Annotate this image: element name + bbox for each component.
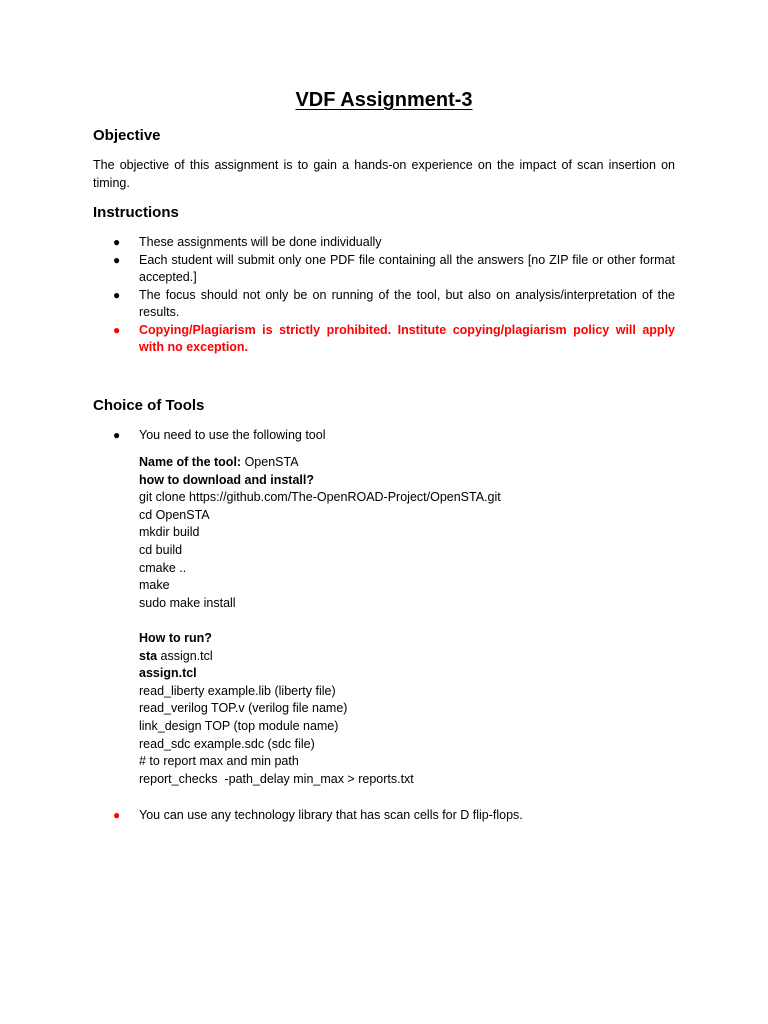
install-step: cd OpenSTA — [139, 507, 210, 522]
instructions-list — [93, 234, 675, 357]
bullet-icon: ● — [113, 252, 121, 267]
tools-intro-item: ● You need to use the following tool — [93, 427, 675, 445]
tool-details — [139, 454, 679, 612]
script-line: read_liberty example.lib (liberty file) — [139, 683, 336, 698]
bullet-icon: ● — [113, 235, 121, 249]
bullet-icon: ● — [113, 808, 121, 822]
install-step: cd build — [139, 542, 183, 557]
install-heading: how to download and install? — [139, 472, 314, 487]
instruction-item: ● The focus should not only be on running of the tool, but also on analysis/interpretation of the results. — [113, 287, 675, 319]
tools-heading: Choice of Tools — [93, 397, 205, 414]
tools-list — [93, 427, 675, 445]
script-line: report_checks -path_delay min_max > reports.txt — [139, 771, 414, 786]
run-details — [139, 630, 679, 788]
objective-heading: Objective — [93, 127, 161, 144]
install-step: mkdir build — [139, 525, 200, 540]
install-step: git clone https://github.com/The-OpenROAD-Project/OpenSTA.git — [139, 490, 501, 505]
instruction-item: ● Each student will submit only one PDF file containing all the answers [no ZIP file or other format accepted.] — [113, 252, 675, 284]
install-step: sudo make install — [139, 595, 236, 610]
bullet-icon: ● — [113, 287, 121, 302]
script-line: read_sdc example.sdc (sdc file) — [139, 736, 315, 751]
script-heading: assign.tcl — [139, 666, 197, 681]
tools-note-item: ● You can use any technology library that has scan cells for D flip-flops. — [93, 807, 675, 825]
instruction-item-warning: ● Copying/Plagiarism is strictly prohibited. Institute copying/plagiarism policy will apply with no exception. — [113, 322, 675, 354]
bullet-icon: ● — [113, 428, 121, 442]
run-heading: How to run? — [139, 631, 212, 645]
tools-note-list — [93, 807, 675, 825]
install-step: cmake .. — [139, 560, 187, 575]
script-line: link_design TOP (top module name) — [139, 718, 339, 733]
script-line: read_verilog TOP.v (verilog file name) — [139, 701, 348, 716]
document-title: VDF Assignment-3 — [295, 89, 473, 111]
bullet-icon: ● — [113, 322, 121, 337]
run-command: sta assign.tcl — [139, 648, 213, 663]
install-step: make — [139, 578, 170, 593]
objective-text: The objective of this assignment is to gain a hands-on experience on the impact of scan insertion on timing. — [93, 158, 675, 190]
script-line: # to report max and min path — [139, 754, 299, 769]
tool-name-line: Name of the tool: OpenSTA — [139, 455, 299, 469]
instructions-heading: Instructions — [93, 204, 179, 221]
instruction-item: ● These assignments will be done individually — [93, 234, 675, 252]
